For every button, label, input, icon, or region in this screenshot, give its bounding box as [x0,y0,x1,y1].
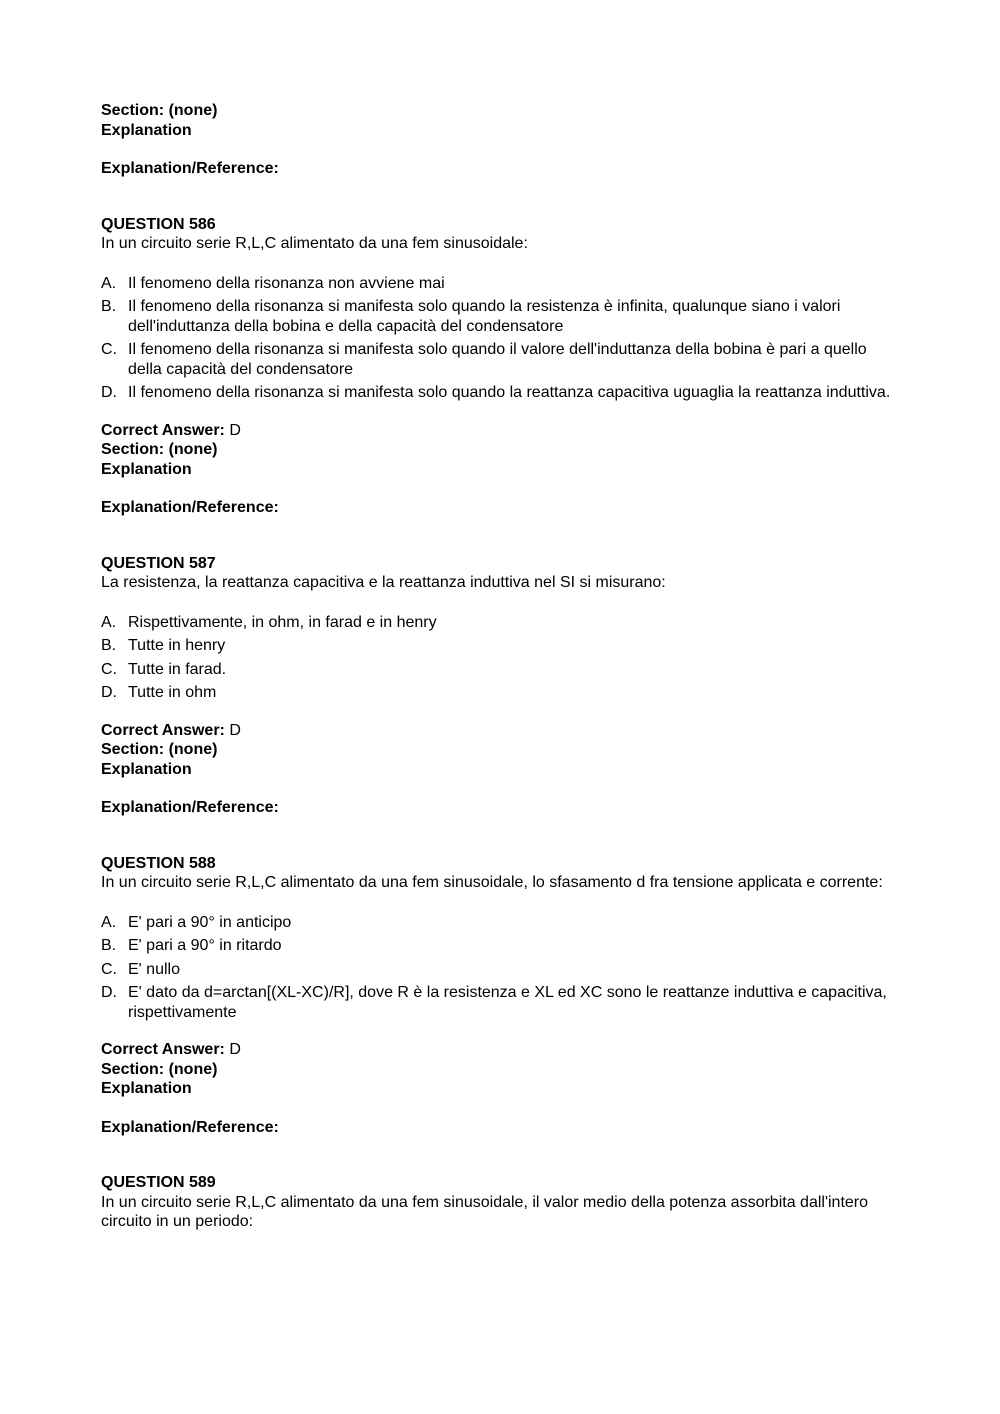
option-letter: D. [101,984,117,1001]
option-b [101,636,901,656]
correct-answer-label: Correct Answer: [101,721,225,739]
correct-answer-value: D [224,721,241,739]
top-block [101,101,901,179]
correct-answer [101,421,901,441]
option-text: Il fenomeno della risonanza si manifesta solo quando la resistenza è infinita, qualunque siano i valori dell'induttanza della bobina e della capacità del condensatore [128,298,841,335]
answer-block [101,1040,901,1137]
explanation-label: Explanation [101,460,192,478]
section-label: Section: (none) [101,441,218,458]
question-title: QUESTION 588 [101,854,216,872]
answer-block [101,421,901,518]
option-letter: B. [101,637,117,654]
option-c [101,340,901,379]
question-title: QUESTION 589 [101,1174,216,1191]
option-c [101,660,901,680]
option-letter: B. [101,298,117,315]
correct-answer-value: D [224,421,241,439]
question-text: In un circuito serie R,L,C alimentato da una fem sinusoidale: [101,235,528,252]
question-589 [101,1173,901,1232]
option-text: E' pari a 90° in ritardo [128,937,282,954]
explanation-label: Explanation [101,1080,192,1097]
explanation-label: Explanation [101,760,192,778]
option-letter: C. [101,341,117,358]
option-text: Tutte in farad. [128,660,227,678]
option-text: Tutte in ohm [128,684,217,701]
explanation-reference-label: Explanation/Reference: [101,499,279,516]
correct-answer-label: Correct Answer: [101,1041,225,1058]
section-label: Section: (none) [101,102,218,119]
section-label: Section: (none) [101,741,218,758]
question-text: La resistenza, la reattanza capacitiva e la reattanza induttiva nel SI si misurano: [101,574,666,591]
option-letter: D. [101,384,117,401]
option-a [101,913,901,933]
section-label: Section: (none) [101,1060,218,1078]
options-list [101,613,901,703]
answer-block [101,721,901,818]
option-text: Il fenomeno della risonanza non avviene mai [128,274,445,292]
correct-answer [101,1040,901,1060]
option-b [101,297,901,336]
question-title: QUESTION 586 [101,215,216,233]
option-text: E' nullo [128,960,180,978]
option-text: E' dato da d=arctan[(XL-XC)/R], dove R è la resistenza e XL ed XC sono le reattanze induttiva e capacitiva, rispettivamente [128,984,887,1021]
option-letter: C. [101,660,117,678]
option-d [101,683,901,703]
option-letter: A. [101,613,117,631]
option-a [101,613,901,633]
option-letter: D. [101,684,117,701]
option-letter: B. [101,937,117,954]
option-text: Tutte in henry [128,637,226,654]
correct-answer-value: D [224,1041,241,1058]
option-text: Il fenomeno della risonanza si manifesta solo quando la reattanza capacitiva uguaglia la reattanza induttiva. [128,384,891,401]
options-list [101,913,901,1023]
question-text: In un circuito serie R,L,C alimentato da una fem sinusoidale, lo sfasamento d fra tensione applicata e corrente: [101,874,883,891]
option-d [101,383,901,403]
explanation-reference-label: Explanation/Reference: [101,160,279,177]
question-587 [101,554,901,818]
option-letter: A. [101,913,117,931]
question-text: In un circuito serie R,L,C alimentato da una fem sinusoidale, il valor medio della potenza assorbita dall'intero circuito in un periodo: [101,1193,869,1230]
question-title: QUESTION 587 [101,554,216,572]
option-c [101,960,901,980]
option-text: Rispettivamente, in ohm, in farad e in henry [128,613,437,631]
document-page [101,101,901,1232]
option-a [101,274,901,294]
option-b [101,936,901,956]
question-586 [101,215,901,518]
option-d [101,983,901,1022]
option-letter: C. [101,960,117,978]
explanation-reference-label: Explanation/Reference: [101,1118,279,1136]
option-text: Il fenomeno della risonanza si manifesta solo quando il valore dell'induttanza della bobina è pari a quello della capacità del condensatore [128,341,867,378]
option-letter: A. [101,274,117,292]
correct-answer-label: Correct Answer: [101,421,225,439]
explanation-reference-label: Explanation/Reference: [101,799,279,816]
options-list [101,274,901,403]
correct-answer [101,721,901,741]
option-text: E' pari a 90° in anticipo [128,913,292,931]
explanation-label: Explanation [101,121,192,139]
question-588 [101,854,901,1138]
